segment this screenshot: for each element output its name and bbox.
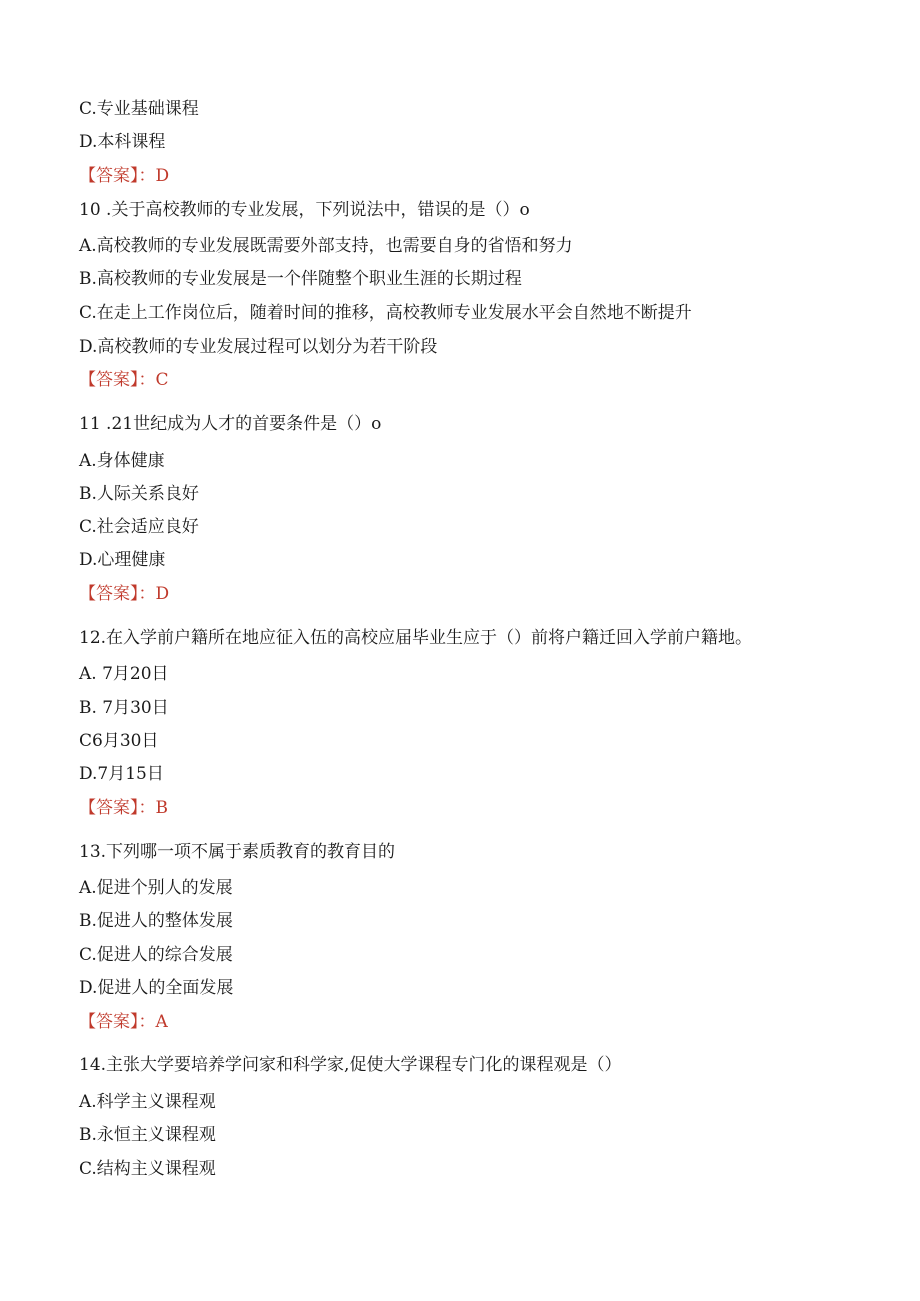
option-line: C.促进人的综合发展 <box>79 945 233 965</box>
answer-line: 【答案】：C <box>79 370 169 390</box>
option-line: A.科学主义课程观 <box>79 1092 216 1112</box>
option-line: D.心理健康 <box>79 550 166 570</box>
option-line: B.高校教师的专业发展是一个伴随整个职业生涯的长期过程 <box>79 269 522 289</box>
option-line: B.促进人的整体发展 <box>79 911 233 931</box>
answer-line: 【答案】：D <box>79 584 170 604</box>
option-line: B. 7月30日 <box>79 698 169 718</box>
question-line: 14.主张大学要培养学问家和科学家,促使大学课程专门化的课程观是（） <box>79 1055 622 1075</box>
option-line: B.人际关系良好 <box>79 484 199 504</box>
question-line: 11 .21世纪成为人才的首要条件是（）o <box>79 414 382 434</box>
option-line: B.永恒主义课程观 <box>79 1125 216 1145</box>
question-line: 13.下列哪一项不属于素质教育的教育目的 <box>79 842 396 862</box>
option-line: A.促进个别人的发展 <box>79 878 233 898</box>
option-line: D.本科课程 <box>79 132 166 152</box>
question-line: 12.在入学前户籍所在地应征入伍的高校应届毕业生应于（）前将户籍迁回入学前户籍地。 <box>79 628 753 648</box>
option-line: C.结构主义课程观 <box>79 1159 216 1179</box>
option-line: C.专业基础课程 <box>79 99 199 119</box>
option-line: D.促进人的全面发展 <box>79 978 234 998</box>
option-line: A.高校教师的专业发展既需要外部支持，也需要自身的省悟和努力 <box>79 236 573 256</box>
option-line: D.高校教师的专业发展过程可以划分为若干阶段 <box>79 337 438 357</box>
option-line: C6月30日 <box>79 731 159 751</box>
option-line: A. 7月20日 <box>79 664 169 684</box>
question-line: 10 .关于高校教师的专业发展，下列说法中，错误的是（）o <box>79 200 530 220</box>
option-line: A.身体健康 <box>79 451 165 471</box>
answer-line: 【答案】：D <box>79 166 170 186</box>
option-line: D.7月15日 <box>79 764 164 784</box>
option-line: C.在走上工作岗位后，随着时间的推移，高校教师专业发展水平会自然地不断提升 <box>79 303 692 323</box>
answer-line: 【答案】：B <box>79 798 168 818</box>
option-line: C.社会适应良好 <box>79 517 199 537</box>
answer-line: 【答案】：A <box>79 1012 168 1032</box>
